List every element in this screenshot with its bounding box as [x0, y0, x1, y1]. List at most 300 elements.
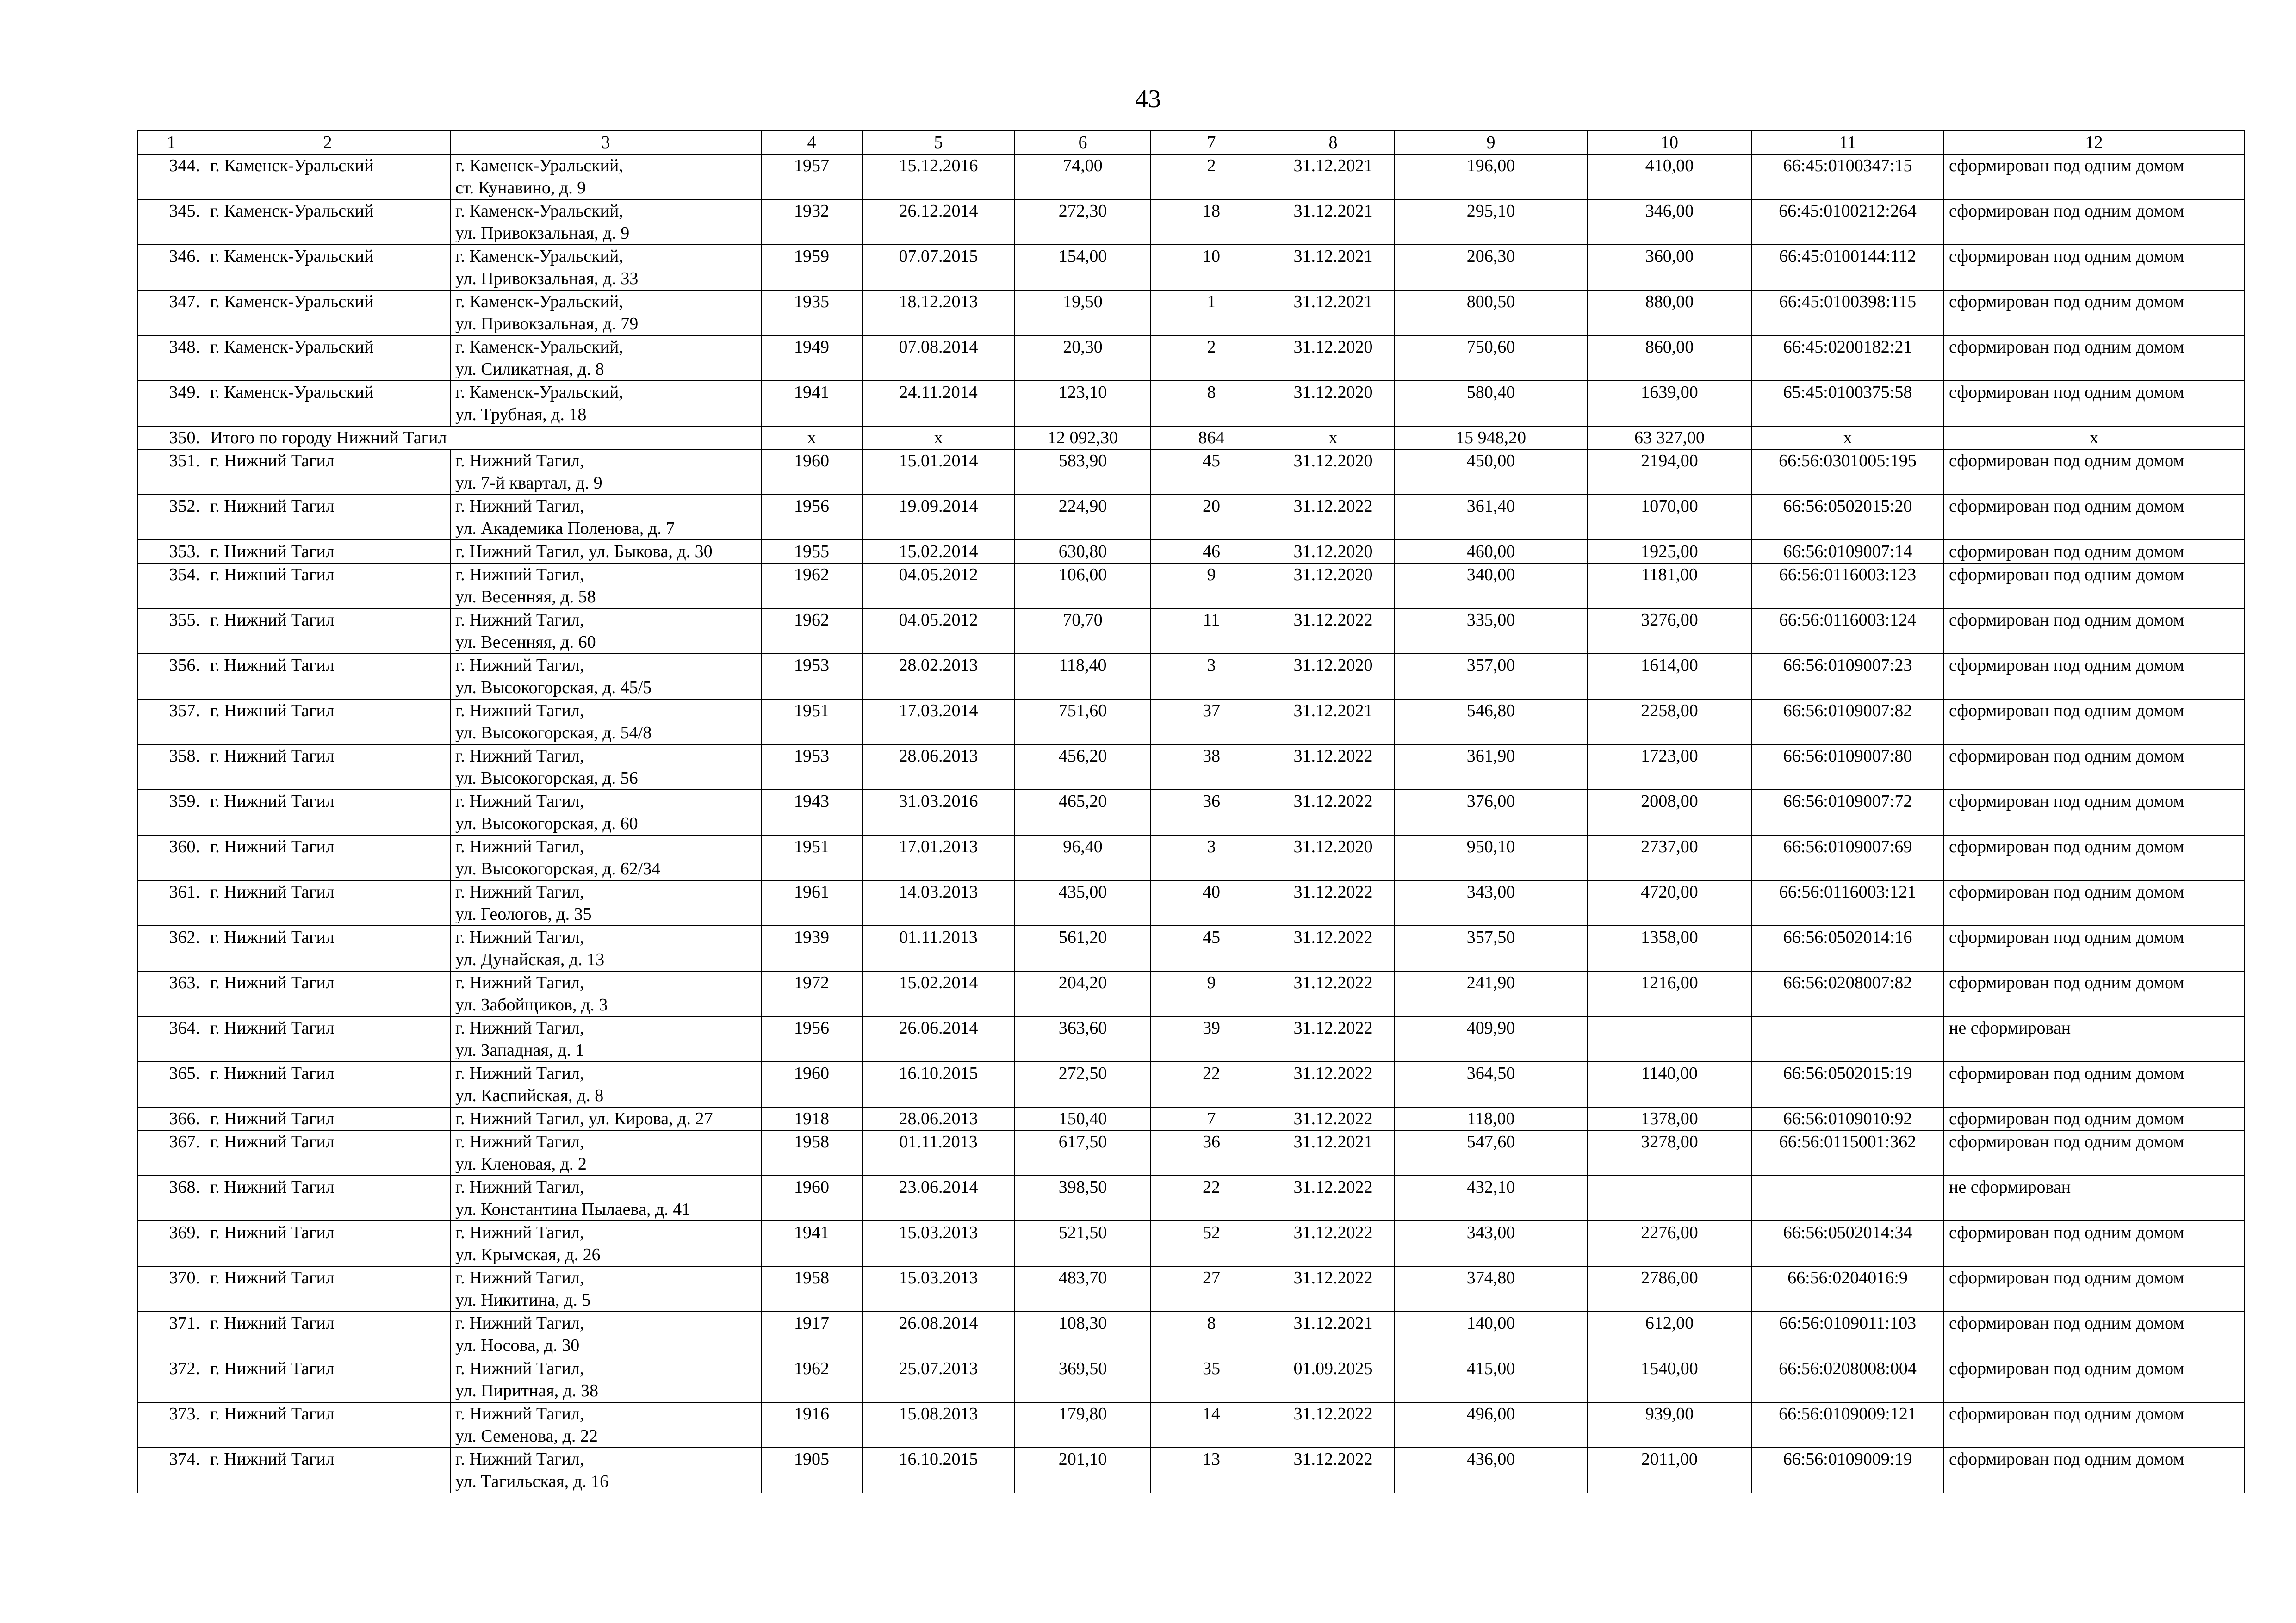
planned-date: 31.12.2021 — [1272, 290, 1394, 335]
planned-date: 01.09.2025 — [1272, 1357, 1394, 1402]
address — [450, 381, 761, 426]
area: 630,80 — [1015, 540, 1151, 563]
planned-date: 31.12.2022 — [1272, 926, 1394, 971]
area: 20,30 — [1015, 335, 1151, 381]
column-10-value: 2008,00 — [1588, 790, 1751, 835]
column-9-value: 415,00 — [1394, 1357, 1588, 1402]
residents-count: 18 — [1151, 199, 1272, 245]
address-line: г. Нижний Тагил, — [455, 1268, 584, 1288]
cadastral-number: 66:45:0200182:21 — [1751, 335, 1944, 381]
municipality: г. Нижний Тагил — [205, 1312, 450, 1357]
area: 456,20 — [1015, 744, 1151, 790]
cadastral-number: 66:45:0100398:115 — [1751, 290, 1944, 335]
address-line: ул. Забойщиков, д. 3 — [455, 995, 608, 1015]
recognition-date: 01.11.2013 — [862, 1130, 1015, 1176]
address-line: ул. Дунайская, д. 13 — [455, 950, 605, 969]
residents-count: 3 — [1151, 654, 1272, 699]
land-plot-status: сформирован под одним домом — [1944, 744, 2244, 790]
column-10-value: 1378,00 — [1588, 1107, 1751, 1130]
row-number: 366. — [137, 1107, 205, 1130]
land-plot-status: сформирован под одним домом — [1944, 1062, 2244, 1107]
municipality: г. Нижний Тагил — [205, 926, 450, 971]
municipality: г. Каменск-Уральский — [205, 381, 450, 426]
residents-count: 1 — [1151, 290, 1272, 335]
land-plot-status: сформирован под одним домом — [1944, 1107, 2244, 1130]
address — [450, 1062, 761, 1107]
table-row — [137, 1016, 2244, 1062]
address — [450, 449, 761, 495]
address-line: ул. Привокзальная, д. 9 — [455, 223, 630, 243]
municipality: г. Нижний Тагил — [205, 790, 450, 835]
column-9-value: 950,10 — [1394, 835, 1588, 880]
municipality: г. Нижний Тагил — [205, 1402, 450, 1448]
area: 96,40 — [1015, 835, 1151, 880]
land-plot-status: сформирован под одним домом — [1944, 654, 2244, 699]
row-number: 370. — [137, 1266, 205, 1312]
year-built: 1960 — [761, 449, 862, 495]
year-built: 1953 — [761, 654, 862, 699]
municipality: г. Нижний Тагил — [205, 608, 450, 654]
table-row — [137, 1357, 2244, 1402]
table-row — [137, 608, 2244, 654]
residents-count: 27 — [1151, 1266, 1272, 1312]
column-9-value: 357,50 — [1394, 926, 1588, 971]
year-built: 1917 — [761, 1312, 862, 1357]
address-line: г. Нижний Тагил, — [455, 928, 584, 947]
municipality: г. Нижний Тагил — [205, 1448, 450, 1493]
column-10-value: 2194,00 — [1588, 449, 1751, 495]
planned-date: 31.12.2022 — [1272, 790, 1394, 835]
address — [450, 654, 761, 699]
year-built: 1905 — [761, 1448, 862, 1493]
column-10-value: 939,00 — [1588, 1402, 1751, 1448]
address-line: ул. Высокогорская, д. 62/34 — [455, 859, 661, 879]
year-built: 1951 — [761, 835, 862, 880]
residents-count: 36 — [1151, 790, 1272, 835]
planned-date: 31.12.2020 — [1272, 835, 1394, 880]
area: 369,50 — [1015, 1357, 1151, 1402]
year-built: 1941 — [761, 1221, 862, 1266]
municipality: г. Каменск-Уральский — [205, 199, 450, 245]
residents-count: 20 — [1151, 495, 1272, 540]
address-line: ул. Привокзальная, д. 33 — [455, 269, 639, 288]
column-9-value: 335,00 — [1394, 608, 1588, 654]
land-plot-status: не сформирован — [1944, 1016, 2244, 1062]
column-9-value: 295,10 — [1394, 199, 1588, 245]
planned-date: 31.12.2022 — [1272, 1062, 1394, 1107]
year-built: 1956 — [761, 495, 862, 540]
year-built: 1972 — [761, 971, 862, 1016]
year-built: 1939 — [761, 926, 862, 971]
row-number: 352. — [137, 495, 205, 540]
planned-date: 31.12.2022 — [1272, 1107, 1394, 1130]
land-plot-status: сформирован под одним домом — [1944, 290, 2244, 335]
cadastral-number: 66:56:0109007:82 — [1751, 699, 1944, 744]
address — [450, 563, 761, 608]
table-row — [137, 1176, 2244, 1221]
area: 19,50 — [1015, 290, 1151, 335]
year-built: х — [761, 426, 862, 449]
column-header-1: 1 — [137, 131, 205, 154]
page-number: 43 — [1135, 85, 1161, 113]
row-number: 369. — [137, 1221, 205, 1266]
row-number: 353. — [137, 540, 205, 563]
planned-date: 31.12.2022 — [1272, 1016, 1394, 1062]
recognition-date: 15.03.2013 — [862, 1221, 1015, 1266]
column-10-value: 880,00 — [1588, 290, 1751, 335]
area: 106,00 — [1015, 563, 1151, 608]
municipality: г. Нижний Тагил — [205, 699, 450, 744]
address-line: г. Каменск-Уральский, — [455, 156, 623, 175]
recognition-date: 18.12.2013 — [862, 290, 1015, 335]
table-row — [137, 790, 2244, 835]
column-10-value — [1588, 1176, 1751, 1221]
municipality: г. Нижний Тагил — [205, 835, 450, 880]
recognition-date: 17.01.2013 — [862, 835, 1015, 880]
address-line: г. Нижний Тагил, — [455, 1404, 584, 1424]
row-number: 361. — [137, 880, 205, 926]
planned-date: 31.12.2020 — [1272, 540, 1394, 563]
row-number: 357. — [137, 699, 205, 744]
address-line: г. Нижний Тагил, — [455, 837, 584, 856]
address-line: ст. Кунавино, д. 9 — [455, 178, 586, 198]
row-number: 364. — [137, 1016, 205, 1062]
residents-count: 9 — [1151, 971, 1272, 1016]
cadastral-number: 65:45:0100375:58 — [1751, 381, 1944, 426]
recognition-date: 26.06.2014 — [862, 1016, 1015, 1062]
address — [450, 1402, 761, 1448]
column-10-value: 1216,00 — [1588, 971, 1751, 1016]
planned-date: 31.12.2020 — [1272, 381, 1394, 426]
address-line: г. Нижний Тагил, — [455, 451, 584, 471]
column-9-value: 547,60 — [1394, 1130, 1588, 1176]
municipality: г. Нижний Тагил — [205, 1130, 450, 1176]
table-row — [137, 744, 2244, 790]
area: 154,00 — [1015, 245, 1151, 290]
planned-date: 31.12.2020 — [1272, 449, 1394, 495]
cadastral-number: 66:45:0100347:15 — [1751, 154, 1944, 199]
planned-date: 31.12.2020 — [1272, 563, 1394, 608]
column-10-total: 63 327,00 — [1588, 426, 1751, 449]
column-9-value: 343,00 — [1394, 1221, 1588, 1266]
cadastral-number: 66:56:0109009:121 — [1751, 1402, 1944, 1448]
table-row — [137, 926, 2244, 971]
area: 363,60 — [1015, 1016, 1151, 1062]
recognition-date: х — [862, 426, 1015, 449]
column-10-value: 3276,00 — [1588, 608, 1751, 654]
municipality: г. Нижний Тагил — [205, 744, 450, 790]
municipality: г. Каменск-Уральский — [205, 335, 450, 381]
address-line: ул. Крымская, д. 26 — [455, 1245, 601, 1264]
address-line: ул. Никитина, д. 5 — [455, 1290, 591, 1310]
table-row — [137, 1130, 2244, 1176]
column-9-value: 376,00 — [1394, 790, 1588, 835]
cadastral-number: 66:56:0502015:19 — [1751, 1062, 1944, 1107]
address — [450, 790, 761, 835]
recognition-date: 04.05.2012 — [862, 608, 1015, 654]
table-row — [137, 335, 2244, 381]
recognition-date: 28.02.2013 — [862, 654, 1015, 699]
column-10-value — [1588, 1016, 1751, 1062]
planned-date: 31.12.2022 — [1272, 1266, 1394, 1312]
area: 751,60 — [1015, 699, 1151, 744]
column-9-value: 580,40 — [1394, 381, 1588, 426]
year-built: 1918 — [761, 1107, 862, 1130]
residents-count: 7 — [1151, 1107, 1272, 1130]
residents-count: 22 — [1151, 1176, 1272, 1221]
column-9-value: 361,40 — [1394, 495, 1588, 540]
address-line: ул. Высокогорская, д. 54/8 — [455, 723, 652, 743]
municipality: г. Нижний Тагил — [205, 880, 450, 926]
municipality: г. Каменск-Уральский — [205, 290, 450, 335]
table-row — [137, 1221, 2244, 1266]
planned-date: 31.12.2020 — [1272, 654, 1394, 699]
land-plot-status: сформирован под одним домом — [1944, 154, 2244, 199]
residents-count: 22 — [1151, 1062, 1272, 1107]
column-9-value: 357,00 — [1394, 654, 1588, 699]
land-plot-status: сформирован под одним домом — [1944, 245, 2244, 290]
year-built: 1960 — [761, 1176, 862, 1221]
recognition-date: 14.03.2013 — [862, 880, 1015, 926]
year-built: 1956 — [761, 1016, 862, 1062]
table-row — [137, 154, 2244, 199]
planned-date: 31.12.2022 — [1272, 1402, 1394, 1448]
land-plot-status: сформирован под одним домом — [1944, 199, 2244, 245]
address-line: г. Нижний Тагил, — [455, 656, 584, 675]
land-plot-status: сформирован под одним домом — [1944, 1357, 2244, 1402]
area: 617,50 — [1015, 1130, 1151, 1176]
row-number: 373. — [137, 1402, 205, 1448]
column-header-5: 5 — [862, 131, 1015, 154]
column-9-value: 196,00 — [1394, 154, 1588, 199]
municipality: г. Нижний Тагил — [205, 971, 450, 1016]
address — [450, 1221, 761, 1266]
residents-count: 9 — [1151, 563, 1272, 608]
area: 583,90 — [1015, 449, 1151, 495]
row-number: 368. — [137, 1176, 205, 1221]
area: 179,80 — [1015, 1402, 1151, 1448]
area: 435,00 — [1015, 880, 1151, 926]
planned-date: 31.12.2022 — [1272, 1221, 1394, 1266]
address-line: г. Каменск-Уральский, — [455, 247, 623, 266]
address-line: г. Нижний Тагил, — [455, 1223, 584, 1242]
area: 272,50 — [1015, 1062, 1151, 1107]
year-built: 1932 — [761, 199, 862, 245]
land-plot-status: сформирован под одним домом — [1944, 835, 2244, 880]
year-built: 1962 — [761, 1357, 862, 1402]
cadastral-number: 66:56:0109010:92 — [1751, 1107, 1944, 1130]
address — [450, 199, 761, 245]
table-row — [137, 381, 2244, 426]
address-line: г. Нижний Тагил, — [455, 701, 584, 720]
recognition-date: 17.03.2014 — [862, 699, 1015, 744]
column-9-value: 432,10 — [1394, 1176, 1588, 1221]
cadastral-number: 66:56:0502015:20 — [1751, 495, 1944, 540]
row-number: 374. — [137, 1448, 205, 1493]
cadastral-number: 66:56:0109007:80 — [1751, 744, 1944, 790]
cadastral-number: х — [1751, 426, 1944, 449]
table-row — [137, 199, 2244, 245]
residents-count: 45 — [1151, 926, 1272, 971]
cadastral-number: 66:56:0502014:16 — [1751, 926, 1944, 971]
residents-total: 864 — [1151, 426, 1272, 449]
recognition-date: 24.11.2014 — [862, 381, 1015, 426]
area: 118,40 — [1015, 654, 1151, 699]
address-line: ул. Трубная, д. 18 — [455, 405, 587, 424]
year-built: 1958 — [761, 1266, 862, 1312]
area: 201,10 — [1015, 1448, 1151, 1493]
address — [450, 290, 761, 335]
recognition-date: 28.06.2013 — [862, 744, 1015, 790]
land-plot-status: сформирован под одним домом — [1944, 926, 2244, 971]
recognition-date: 07.08.2014 — [862, 335, 1015, 381]
row-number: 354. — [137, 563, 205, 608]
column-header-12: 12 — [1944, 131, 2244, 154]
land-plot-status: сформирован под одним домом — [1944, 449, 2244, 495]
row-number: 372. — [137, 1357, 205, 1402]
table-row — [137, 290, 2244, 335]
land-plot-status: сформирован под одним домом — [1944, 1312, 2244, 1357]
address-line: г. Нижний Тагил, — [455, 1132, 584, 1152]
column-10-value: 1540,00 — [1588, 1357, 1751, 1402]
address-line: г. Нижний Тагил, — [455, 565, 584, 584]
land-plot-status: сформирован под одним домом — [1944, 1130, 2244, 1176]
residents-count: 14 — [1151, 1402, 1272, 1448]
column-9-value: 140,00 — [1394, 1312, 1588, 1357]
land-plot-status: сформирован под одним домом — [1944, 971, 2244, 1016]
row-number: 371. — [137, 1312, 205, 1357]
address-line: ул. Каспийская, д. 8 — [455, 1086, 604, 1105]
address — [450, 608, 761, 654]
address-line: г. Каменск-Уральский, — [455, 383, 623, 402]
residents-count: 40 — [1151, 880, 1272, 926]
area: 483,70 — [1015, 1266, 1151, 1312]
table-row — [137, 449, 2244, 495]
cadastral-number: 66:56:0116003:124 — [1751, 608, 1944, 654]
residents-count: 38 — [1151, 744, 1272, 790]
recognition-date: 15.02.2014 — [862, 540, 1015, 563]
address-line: г. Нижний Тагил, — [455, 792, 584, 811]
table-body — [137, 154, 2244, 1493]
row-number: 360. — [137, 835, 205, 880]
table-row — [137, 699, 2244, 744]
cadastral-number: 66:56:0208008:004 — [1751, 1357, 1944, 1402]
table-row — [137, 495, 2244, 540]
year-built: 1962 — [761, 608, 862, 654]
residents-count: 2 — [1151, 335, 1272, 381]
recognition-date: 25.07.2013 — [862, 1357, 1015, 1402]
table-row — [137, 1448, 2244, 1493]
address-line: ул. Константина Пылаева, д. 41 — [455, 1200, 691, 1219]
recognition-date: 16.10.2015 — [862, 1448, 1015, 1493]
municipality: г. Нижний Тагил — [205, 654, 450, 699]
municipality: г. Нижний Тагил — [205, 540, 450, 563]
cadastral-number: 66:56:0208007:82 — [1751, 971, 1944, 1016]
address — [450, 699, 761, 744]
recognition-date: 15.12.2016 — [862, 154, 1015, 199]
address-line: ул. Высокогорская, д. 56 — [455, 768, 638, 788]
column-header-11: 11 — [1751, 131, 1944, 154]
address — [450, 540, 761, 563]
recognition-date: 31.03.2016 — [862, 790, 1015, 835]
residents-count: 8 — [1151, 1312, 1272, 1357]
land-plot-status: х — [1944, 426, 2244, 449]
address-line: ул. Пиритная, д. 38 — [455, 1381, 599, 1400]
cadastral-number: 66:56:0116003:123 — [1751, 563, 1944, 608]
column-9-value: 450,00 — [1394, 449, 1588, 495]
column-10-value: 1070,00 — [1588, 495, 1751, 540]
municipality: г. Нижний Тагил — [205, 449, 450, 495]
row-number: 347. — [137, 290, 205, 335]
planned-date: 31.12.2022 — [1272, 495, 1394, 540]
total-row — [137, 426, 2244, 449]
column-10-value: 2011,00 — [1588, 1448, 1751, 1493]
residents-count: 37 — [1151, 699, 1272, 744]
address — [450, 1448, 761, 1493]
table-row — [137, 880, 2244, 926]
address-line: г. Нижний Тагил, — [455, 746, 584, 766]
column-10-value: 2258,00 — [1588, 699, 1751, 744]
address — [450, 1312, 761, 1357]
year-built: 1962 — [761, 563, 862, 608]
table-row — [137, 835, 2244, 880]
column-9-value: 460,00 — [1394, 540, 1588, 563]
column-9-value: 436,00 — [1394, 1448, 1588, 1493]
land-plot-status: сформирован под одним домом — [1944, 699, 2244, 744]
cadastral-number: 66:56:0301005:195 — [1751, 449, 1944, 495]
row-number: 355. — [137, 608, 205, 654]
table-row — [137, 563, 2244, 608]
address-line: ул. Носова, д. 30 — [455, 1336, 580, 1355]
address-line: ул. Семенова, д. 22 — [455, 1426, 598, 1446]
table-row — [137, 971, 2244, 1016]
recognition-date: 07.07.2015 — [862, 245, 1015, 290]
municipality: г. Нижний Тагил — [205, 563, 450, 608]
planned-date: 31.12.2022 — [1272, 1448, 1394, 1493]
table-row — [137, 1266, 2244, 1312]
address-line: г. Нижний Тагил, — [455, 1177, 584, 1197]
cadastral-number — [1751, 1016, 1944, 1062]
recognition-date: 26.08.2014 — [862, 1312, 1015, 1357]
column-10-value: 1358,00 — [1588, 926, 1751, 971]
address — [450, 926, 761, 971]
column-header-4: 4 — [761, 131, 862, 154]
year-built: 1943 — [761, 790, 862, 835]
column-9-value: 546,80 — [1394, 699, 1588, 744]
recognition-date: 01.11.2013 — [862, 926, 1015, 971]
row-number: 349. — [137, 381, 205, 426]
column-header-6: 6 — [1015, 131, 1151, 154]
column-10-value: 1925,00 — [1588, 540, 1751, 563]
year-built: 1953 — [761, 744, 862, 790]
table-row — [137, 1062, 2244, 1107]
land-plot-status: сформирован под одним домом — [1944, 880, 2244, 926]
cadastral-number: 66:56:0109011:103 — [1751, 1312, 1944, 1357]
land-plot-status: сформирован под одним домом — [1944, 1402, 2244, 1448]
row-number: 350. — [137, 426, 205, 449]
year-built: 1955 — [761, 540, 862, 563]
address — [450, 335, 761, 381]
residents-count: 8 — [1151, 381, 1272, 426]
year-built: 1957 — [761, 154, 862, 199]
municipality: г. Каменск-Уральский — [205, 154, 450, 199]
address — [450, 744, 761, 790]
address-line: г. Нижний Тагил, — [455, 1359, 584, 1378]
table-row — [137, 1312, 2244, 1357]
year-built: 1959 — [761, 245, 862, 290]
year-built: 1961 — [761, 880, 862, 926]
municipality: г. Нижний Тагил — [205, 1107, 450, 1130]
